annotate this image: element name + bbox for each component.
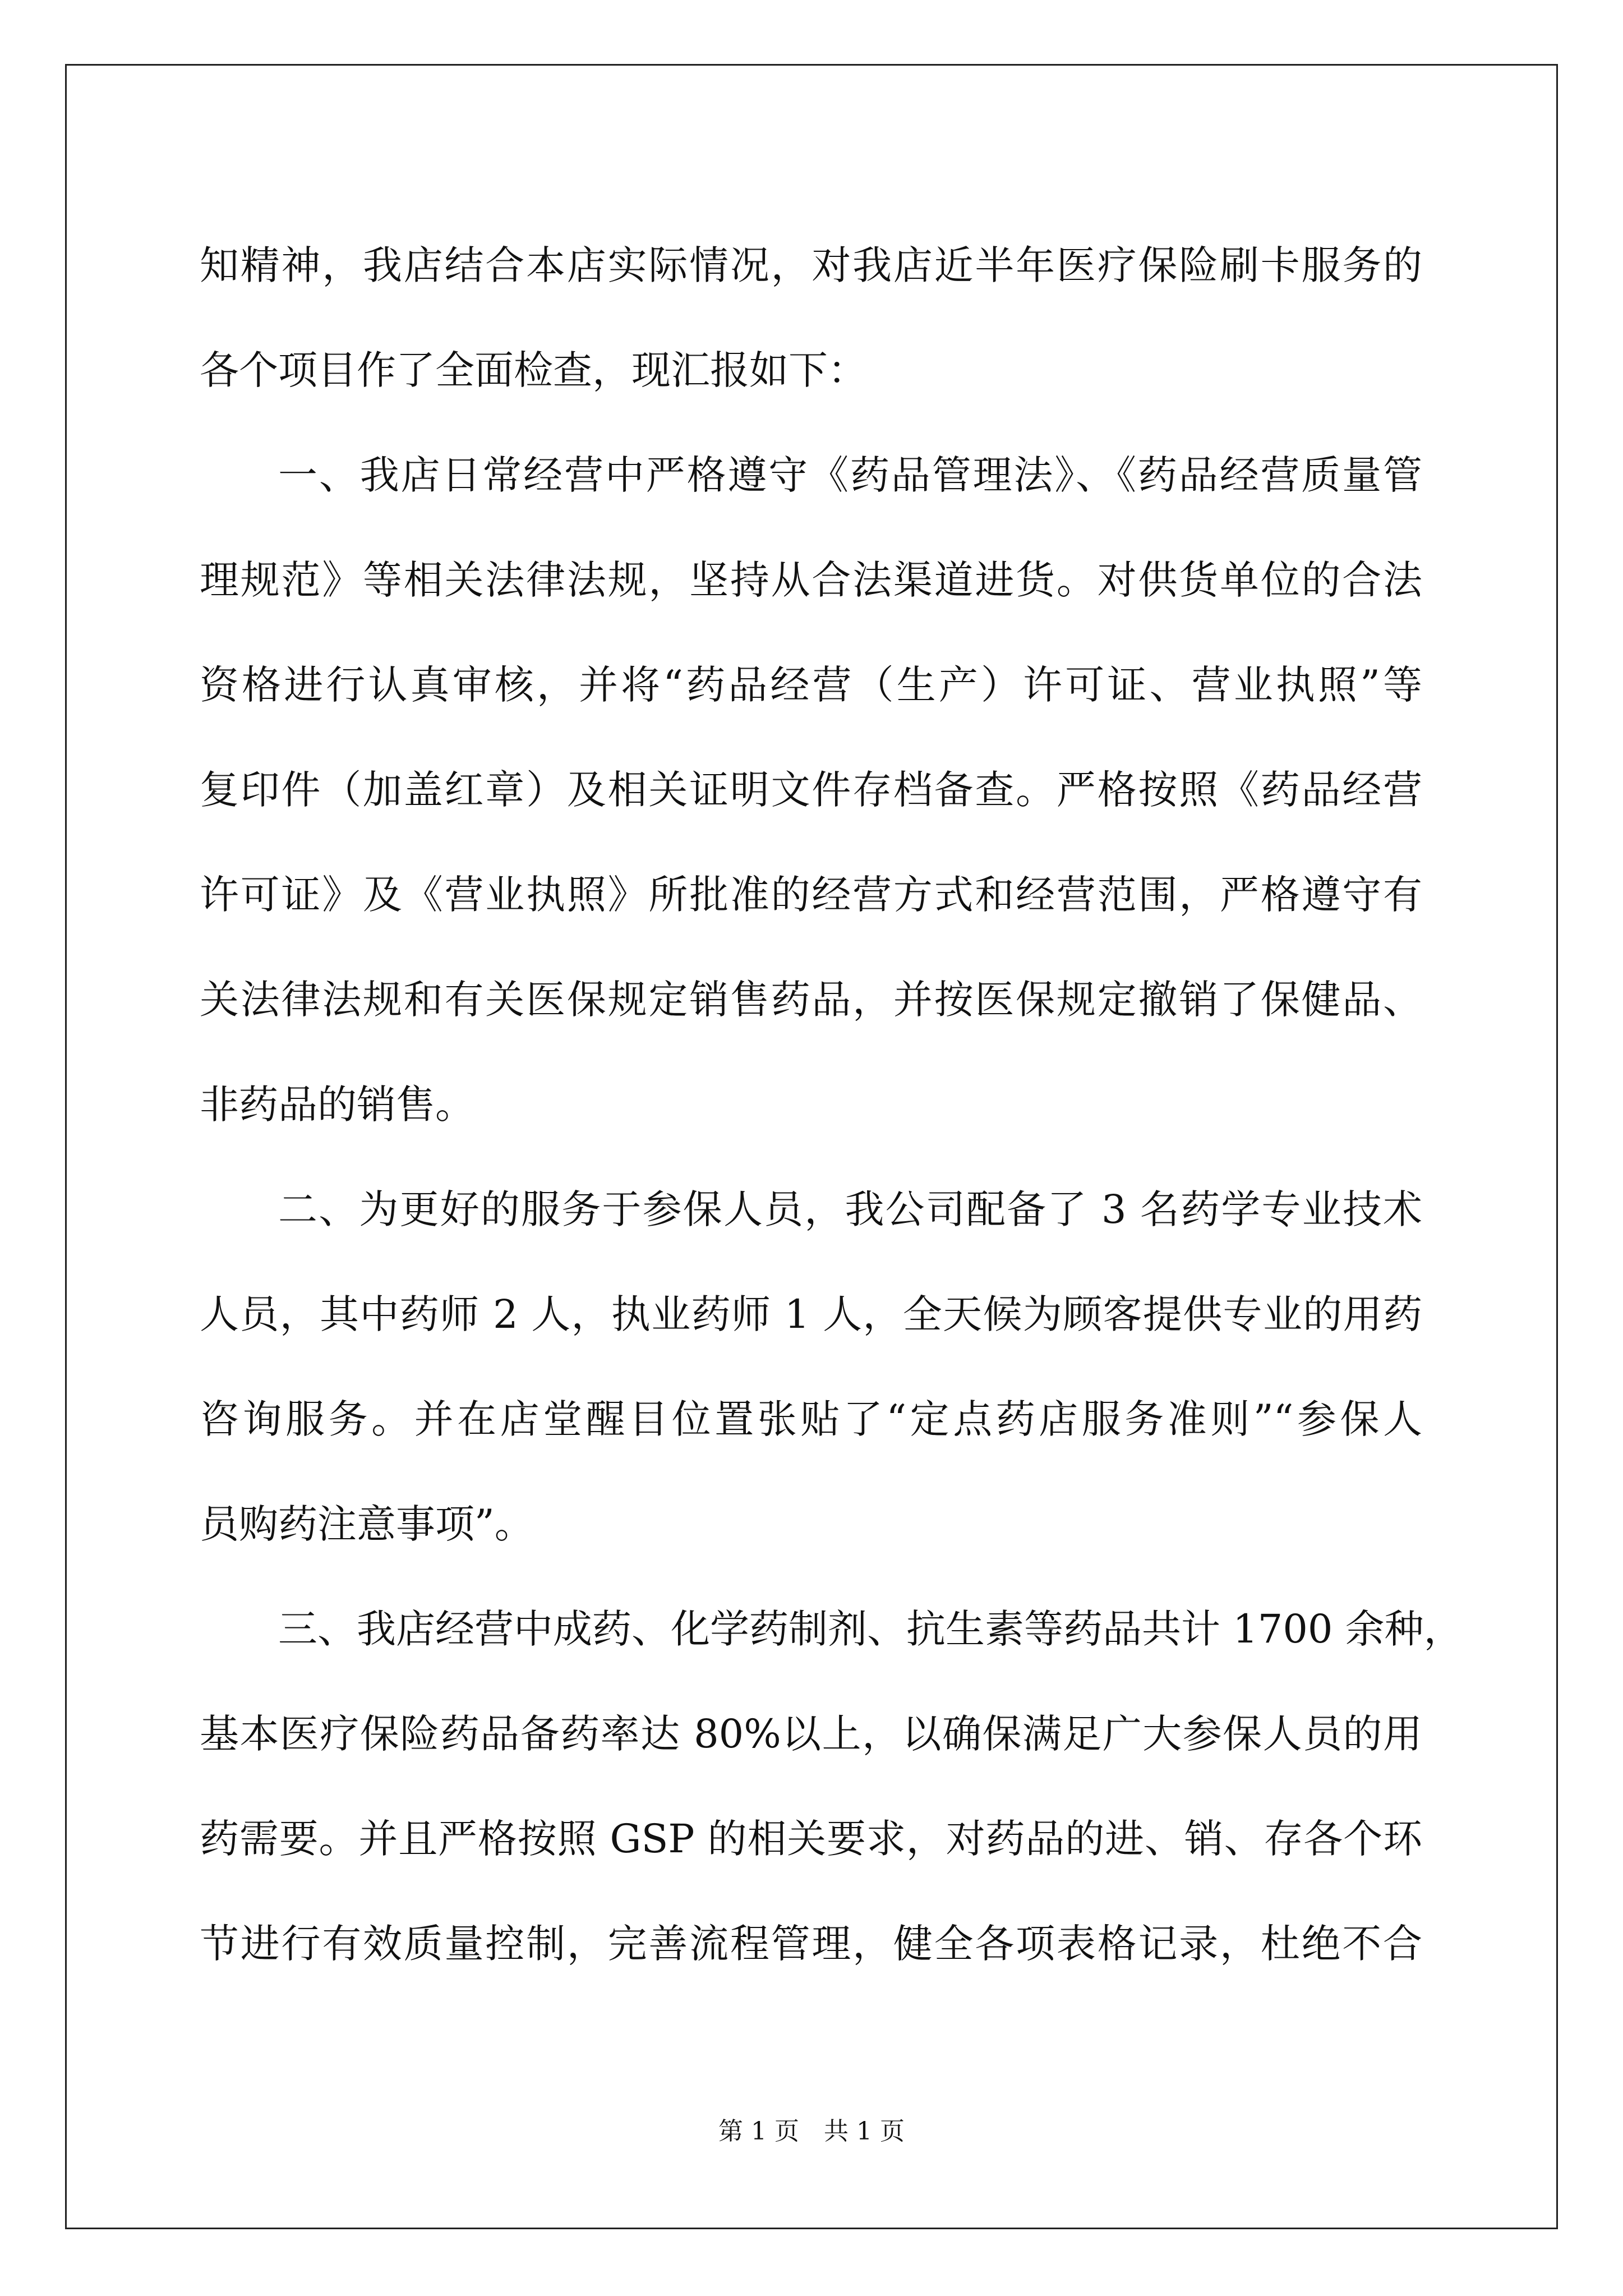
text-line: 节进行有效质量控制，完善流程管理，健全各项表格记录，杜绝不合: [200, 1921, 1422, 1967]
document-body: [200, 213, 1463, 1996]
text-line: 咨询服务。并在店堂醒目位置张贴了“定点药店服务准则”“参保人: [200, 1396, 1422, 1442]
paragraph-2-line: 二、为更好的服务于参保人员，我公司配备了 3 名药学专业技术: [278, 1186, 1422, 1232]
text-line: 人员，其中药师 2 人，执业药师 1 人，全天候为顾客提供专业的用药: [200, 1291, 1422, 1337]
text-line: 非药品的销售。: [200, 1082, 474, 1128]
page-number-footer: 第 1 页 共 1 页: [718, 2117, 905, 2146]
paragraph-3-line: 三、我店经营中成药、化学药制剂、抗生素等药品共计 1700 余种，: [278, 1606, 1463, 1652]
text-line: 知精神，我店结合本店实际情况，对我店近半年医疗保险刷卡服务的: [200, 242, 1422, 288]
text-line: 资格进行认真审核，并将“药品经营（生产）许可证、营业执照”等: [200, 662, 1422, 708]
text-line: 理规范》等相关法律法规，坚持从合法渠道进货。对供货单位的合法: [200, 557, 1422, 603]
text-line: 基本医疗保险药品备药率达 80%以上，以确保满足广大参保人员的用: [200, 1711, 1422, 1757]
text-line: 各个项目作了全面检查，现汇报如下：: [200, 347, 867, 393]
text-line: 药需要。并且严格按照 GSP 的相关要求，对药品的进、销、存各个环: [200, 1816, 1422, 1862]
text-line: 员购药注意事项”。: [200, 1501, 534, 1547]
text-line: 复印件（加盖红章）及相关证明文件存档备查。严格按照《药品经营: [200, 767, 1422, 813]
paragraph-1-line: 一、我店日常经营中严格遵守《药品管理法》、《药品经营质量管: [278, 452, 1422, 498]
text-line: 许可证》及《营业执照》所批准的经营方式和经营范围，严格遵守有: [200, 872, 1422, 918]
text-line: 关法律法规和有关医保规定销售药品，并按医保规定撤销了保健品、: [200, 977, 1422, 1023]
